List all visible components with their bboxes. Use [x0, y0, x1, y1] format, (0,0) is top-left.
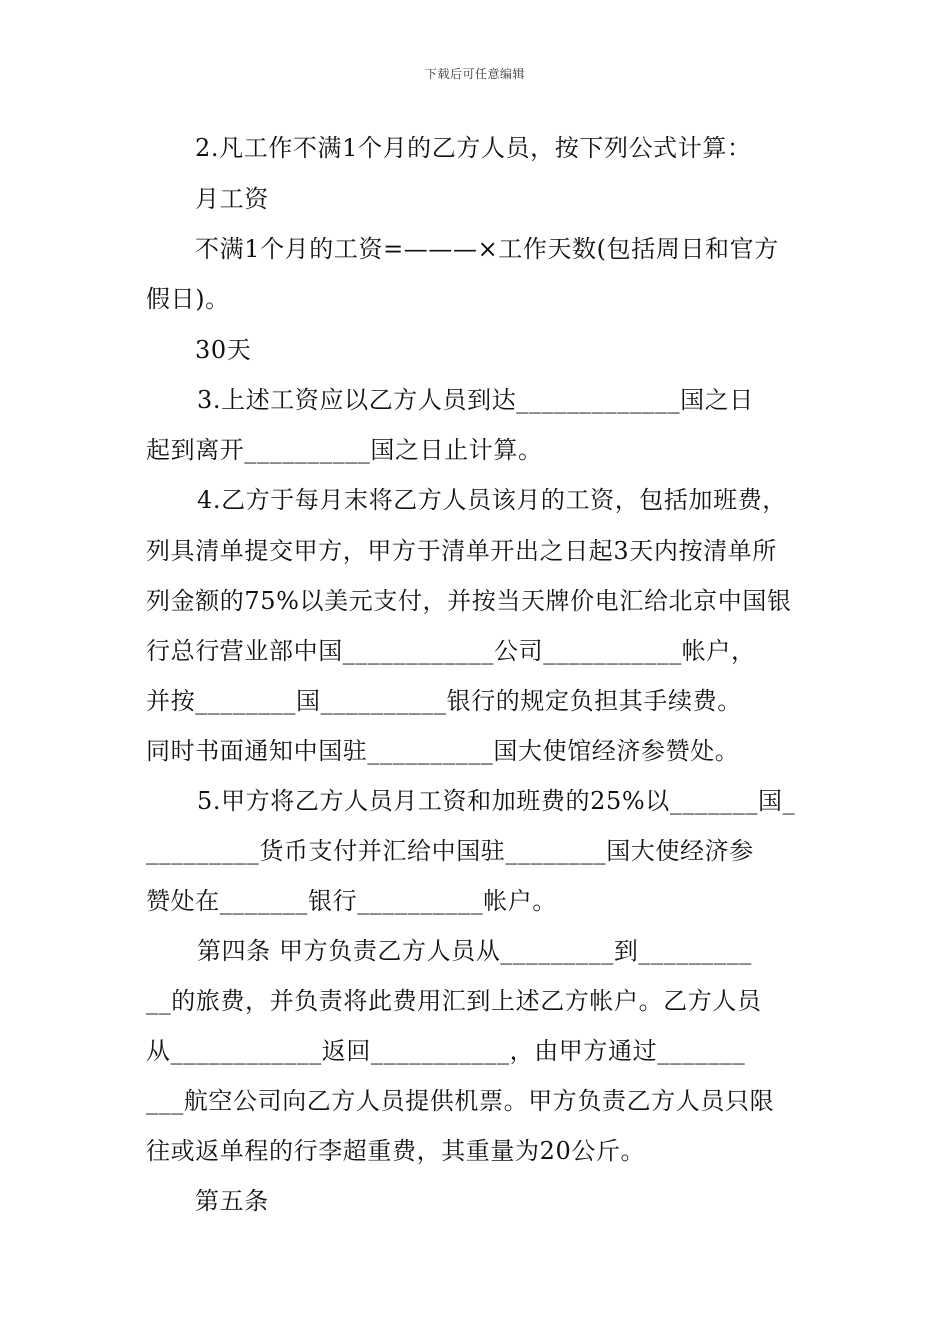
clause-3-3-line-2: 起到离开__________国之日止计算。 [146, 436, 543, 464]
formula-line: 不满1个月的工资=———×工作天数(包括周日和官方 [195, 235, 779, 263]
clause-3-3-line-1: 3.上述工资应以乙方人员到达_____________国之日 [197, 386, 754, 414]
clause-3-4-line-6: 同时书面通知中国驻__________国大使馆经济参赞处。 [146, 737, 740, 765]
article-5-heading: 第五条 [195, 1187, 269, 1215]
article-4-line-4: ___航空公司向乙方人员提供机票。甲方负责乙方人员只限 [146, 1087, 775, 1115]
clause-3-4-line-2: 列具清单提交甲方，甲方于清单开出之日起3天内按清单所 [146, 537, 777, 565]
formula-numerator: 月工资 [195, 185, 269, 213]
clause-3-5-line-2: _________货币支付并汇给中国驻________国大使经济参 [146, 837, 754, 865]
article-4-line-5: 往或返单程的行李超重费，其重量为20公斤。 [146, 1137, 646, 1165]
page-header-note: 下载后可任意编辑 [424, 67, 525, 81]
clause-3-4-line-1: 4.乙方于每月末将乙方人员该月的工资，包括加班费， [197, 486, 787, 514]
article-4-line-3: 从____________返回___________，由甲方通过_______ [146, 1037, 746, 1065]
formula-line-continued: 假日)。 [146, 285, 230, 313]
clause-3-2-text: 2.凡工作不满1个月的乙方人员，按下列公式计算： [195, 134, 752, 162]
article-4-line-1: 第四条 甲方负责乙方人员从_________到_________ [197, 937, 752, 965]
clause-3-4-line-3: 列金额的75%以美元支付，并按当天牌价电汇给北京中国银 [146, 587, 792, 615]
clause-3-4-line-5: 并按________国__________银行的规定负担其手续费。 [146, 687, 742, 715]
clause-3-4-line-4: 行总行营业部中国____________公司___________帐户， [146, 637, 756, 665]
formula-denominator: 30天 [195, 336, 252, 364]
clause-3-5-line-1: 5.甲方将乙方人员月工资和加班费的25%以_______国_ [197, 787, 796, 815]
clause-3-5-line-3: 赞处在_______银行__________帐户。 [146, 887, 557, 915]
article-4-line-2: __的旅费，并负责将此费用汇到上述乙方帐户。乙方人员 [146, 987, 762, 1015]
